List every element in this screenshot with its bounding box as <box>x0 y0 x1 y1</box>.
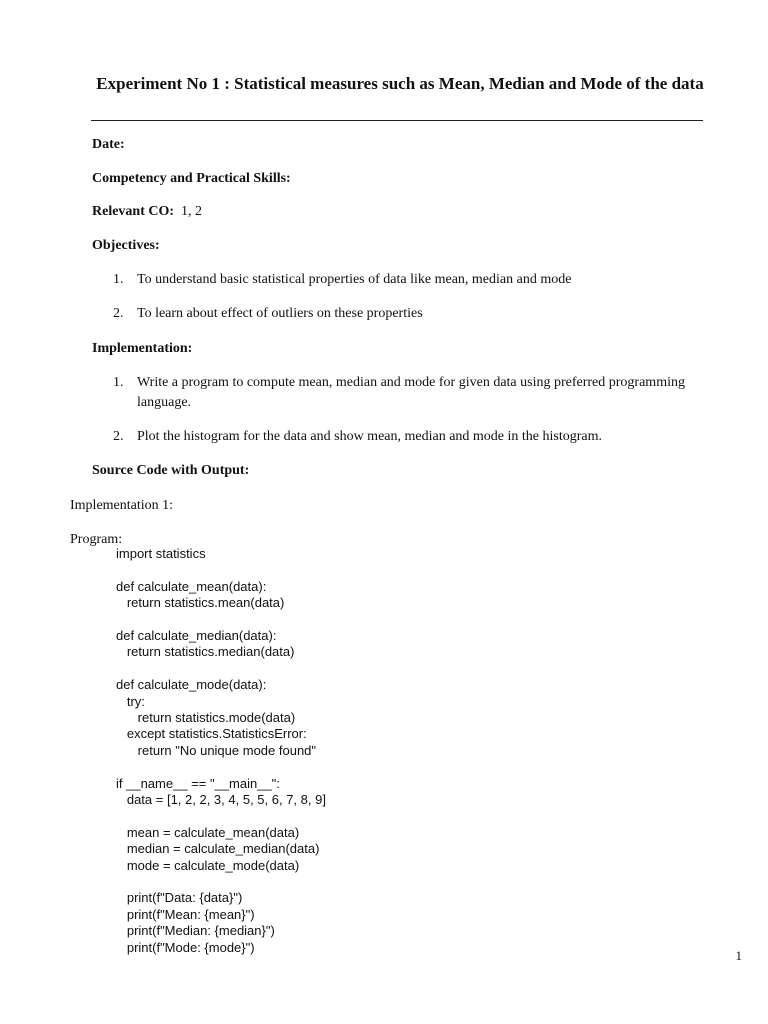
code-line: mean = calculate_mean(data) <box>116 824 300 840</box>
code-line: return statistics.median(data) <box>116 644 295 660</box>
implementation-text: Plot the histogram for the data and show mean, median and mode in the histogram. <box>137 429 603 444</box>
objective-number: 2. <box>113 306 124 321</box>
code-line: def calculate_mean(data): <box>116 578 267 594</box>
code-line <box>116 562 326 578</box>
code-line: print(f"Mean: {mean}") <box>116 906 255 922</box>
code-line: mode = calculate_mode(data) <box>116 857 300 873</box>
relevant-co <box>92 202 202 222</box>
title-divider <box>91 120 703 121</box>
co-label: Relevant CO: <box>92 204 175 219</box>
code-line: return statistics.mean(data) <box>116 595 285 611</box>
objective-text: To learn about effect of outliers on these properties <box>137 306 423 321</box>
code-line: median = calculate_median(data) <box>116 841 320 857</box>
code-line <box>116 874 326 890</box>
implementation-text: Write a program to compute mean, median and mode for given data using preferred programming language. <box>137 375 685 410</box>
code-line <box>116 661 326 677</box>
code-line: print(f"Mode: {mode}") <box>116 939 255 955</box>
implementation-number: 2. <box>113 429 124 444</box>
code-line <box>116 612 326 628</box>
program-label: Program: <box>70 532 123 547</box>
objectives-label: Objectives: <box>92 238 160 253</box>
code-line <box>116 808 326 824</box>
page-number: 1 <box>735 948 742 963</box>
code-line: try: <box>116 693 145 709</box>
code-line: print(f"Data: {data}") <box>116 890 243 906</box>
date-label: Date: <box>92 137 125 152</box>
code-line: return statistics.mode(data) <box>116 710 296 726</box>
implementation-label: Implementation: <box>92 341 193 356</box>
code-line: if __name__ == "__main__": <box>116 775 280 791</box>
source-code-label: Source Code with Output: <box>92 463 250 478</box>
code-line: def calculate_median(data): <box>116 628 277 643</box>
competency-label: Competency and Practical Skills: <box>92 171 291 186</box>
implementation-1-label: Implementation 1: <box>70 498 174 513</box>
code-line <box>116 759 326 775</box>
co-value: 1, 2 <box>181 204 203 219</box>
code-line: data = [1, 2, 2, 3, 4, 5, 5, 6, 7, 8, 9] <box>116 792 326 808</box>
code-block <box>116 546 326 956</box>
code-line: return "No unique mode found" <box>116 742 317 758</box>
page-title: Experiment No 1 : Statistical measures such as Mean, Median and Mode of the data <box>96 74 704 93</box>
code-line: import statistics <box>116 546 206 561</box>
implementation-number: 1. <box>113 375 124 390</box>
code-line: print(f"Median: {median}") <box>116 923 275 939</box>
code-line: except statistics.StatisticsError: <box>116 726 307 742</box>
objective-number: 1. <box>113 272 124 287</box>
objective-text: To understand basic statistical properties of data like mean, median and mode <box>137 272 572 287</box>
code-line: def calculate_mode(data): <box>116 677 267 693</box>
